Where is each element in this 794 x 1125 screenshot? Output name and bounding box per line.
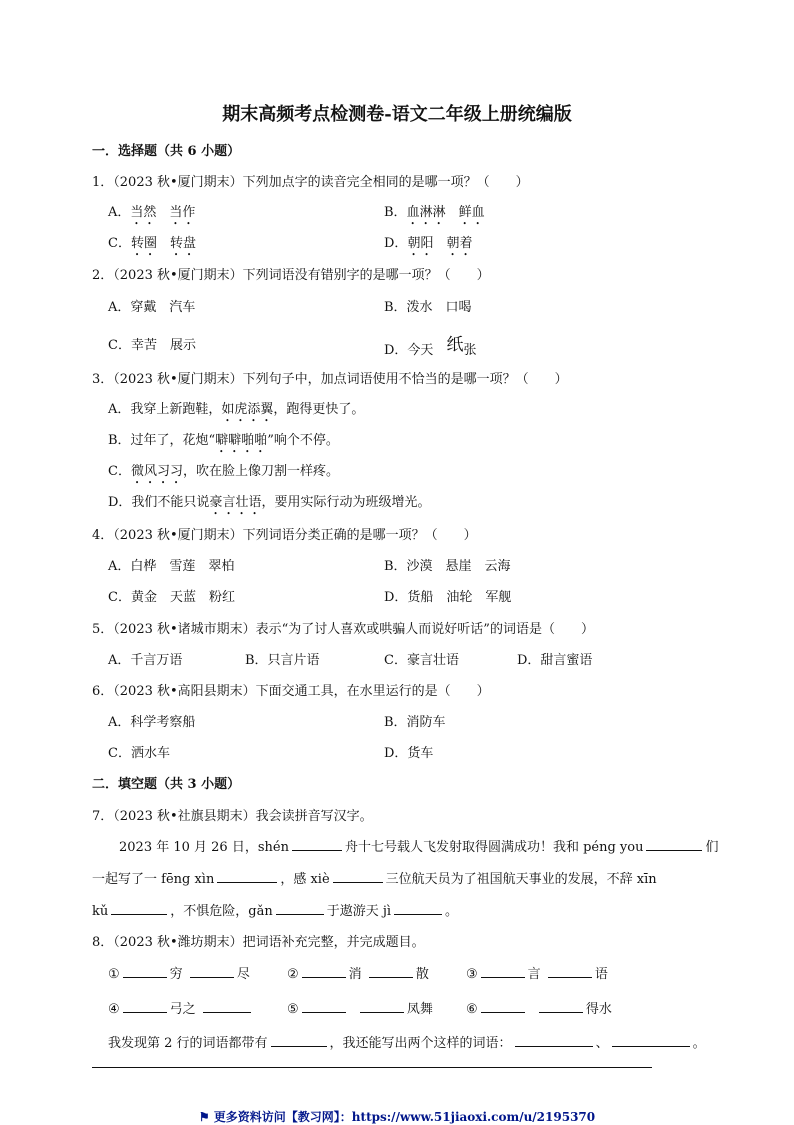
q7-line-3 xyxy=(92,900,458,919)
option-label: D． xyxy=(384,236,408,251)
blank[interactable] xyxy=(539,1000,583,1013)
q8-item-1 xyxy=(108,963,250,982)
text: 尽 xyxy=(236,967,250,982)
text: 语 xyxy=(594,967,608,982)
q5-option-d: D．甜言蜜语 xyxy=(517,653,593,668)
q5-option-a: A．千言万语 xyxy=(108,653,183,668)
dotted-word: 如虎添翼 xyxy=(221,402,274,417)
question-3-stem: 3．（2023 秋•厦门期末）下列句子中，加点词语使用不恰当的是哪一项？（ ） xyxy=(92,372,568,387)
question-4-stem: 4．（2023 秋•厦门期末）下列词语分类正确的是哪一项？（ ） xyxy=(92,528,477,543)
q3-option-c xyxy=(108,460,339,487)
text: 于遨游天 jì xyxy=(326,904,392,919)
item-number: ⑤ xyxy=(287,1002,299,1017)
blank[interactable] xyxy=(646,838,702,851)
option-text-tail: ，吹在脸上像刀割一样疼。 xyxy=(182,464,339,479)
q2-option-b: B．泼水 口喝 xyxy=(384,300,472,315)
blank[interactable] xyxy=(394,902,442,915)
text: 们 xyxy=(705,840,719,855)
text: 。 xyxy=(692,1036,706,1051)
option-text-tail: ”响个不停。 xyxy=(267,433,339,448)
q6-option-a: A．科学考察船 xyxy=(108,715,196,730)
blank[interactable] xyxy=(271,1034,327,1047)
dotted-word: 血淋淋 xyxy=(406,205,446,220)
q3-option-a xyxy=(108,398,364,425)
item-number: ① xyxy=(108,967,120,982)
text: 我发现第 2 行的词语都带有 xyxy=(108,1036,268,1051)
text: ，我还能写出两个这样的词语： xyxy=(329,1036,512,1051)
footer-link-text[interactable]: 更多资料访问【教习网】：https://www.51jiaoxi.com/u/2195370 xyxy=(213,1110,596,1124)
q6-option-c: C．洒水车 xyxy=(108,746,170,761)
q1-option-b xyxy=(384,201,485,228)
option-text: C． xyxy=(108,464,131,479)
q6-option-b: B．消防车 xyxy=(384,715,446,730)
text: ，不惧危险，gǎn xyxy=(170,904,273,919)
q2-option-c: C．幸苦 展示 xyxy=(108,338,196,353)
dotted-word: 当然 xyxy=(130,205,157,220)
option-text-tail: 张 xyxy=(463,343,477,358)
section-heading-fill: 二．填空题（共 3 小题） xyxy=(92,777,241,792)
q8-item-5 xyxy=(287,998,433,1017)
option-label: A． xyxy=(108,205,131,220)
option-text: D．今天 xyxy=(384,343,447,358)
q3-option-b xyxy=(108,429,339,456)
q1-option-a xyxy=(108,201,195,228)
blank[interactable] xyxy=(333,870,383,883)
blank[interactable] xyxy=(548,965,592,978)
q1-option-c xyxy=(108,232,196,259)
text: 得水 xyxy=(585,1002,612,1017)
blank[interactable] xyxy=(123,965,167,978)
question-5-stem: 5．（2023 秋•诸城市期末）表示“为了讨人喜欢或哄骗人而说好听话”的词语是（ ） xyxy=(92,622,594,637)
page-title: 期末高频考点检测卷-语文二年级上册统编版 xyxy=(222,104,572,125)
q8-summary-line xyxy=(108,1032,706,1051)
q1-option-d xyxy=(384,232,472,259)
dotted-word: 豪言壮语 xyxy=(209,495,262,510)
text: 。 xyxy=(445,904,459,919)
dotted-word: 噼噼啪啪 xyxy=(215,433,268,448)
flag-icon: ⚑ xyxy=(198,1110,210,1124)
question-6-stem: 6．（2023 秋•高阳县期末）下面交通工具，在水里运行的是（ ） xyxy=(92,684,490,699)
text: 舟十七号载人飞发射取得圆满成功！我和 péng you xyxy=(344,840,644,855)
blank[interactable] xyxy=(515,1034,593,1047)
question-2-stem: 2．（2023 秋•厦门期末）下列词语没有错别字的是哪一项？（ ） xyxy=(92,268,490,283)
large-character: 纸 xyxy=(446,335,464,355)
question-7-stem: 7．（2023 秋•社旗县期末）我会读拼音写汉字。 xyxy=(92,809,373,824)
q8-item-3 xyxy=(466,963,608,982)
option-label: B． xyxy=(384,205,407,220)
q2-option-d xyxy=(384,334,476,359)
q5-option-b: B．只言片语 xyxy=(245,653,320,668)
text: 凤舞 xyxy=(406,1002,433,1017)
q4-option-a: A．白桦 雪莲 翠柏 xyxy=(108,559,235,574)
question-1-stem: 1．（2023 秋•厦门期末）下列加点字的读音完全相同的是哪一项？（ ） xyxy=(92,175,529,190)
q8-item-2 xyxy=(287,963,429,982)
q8-item-4 xyxy=(108,998,254,1017)
option-text: D．我们不能只说 xyxy=(108,495,210,510)
text: 弓之 xyxy=(169,1002,196,1017)
q7-line-1 xyxy=(119,836,719,855)
option-text-tail: ，要用实际行动为班级增光。 xyxy=(261,495,431,510)
q6-option-d: D．货车 xyxy=(384,746,434,761)
item-number: ⑥ xyxy=(466,1002,478,1017)
blank[interactable] xyxy=(276,902,324,915)
dotted-word: 朝着 xyxy=(446,236,473,251)
dotted-word: 转圈 xyxy=(130,236,157,251)
blank[interactable] xyxy=(369,965,413,978)
text: kǔ xyxy=(92,904,109,919)
blank[interactable] xyxy=(203,1000,251,1013)
dotted-word: 当作 xyxy=(169,205,196,220)
text: 散 xyxy=(415,967,429,982)
text: 消 xyxy=(348,967,362,982)
text: 一起写了一 fēng xìn xyxy=(92,872,215,887)
q7-line-2 xyxy=(92,868,657,887)
blank[interactable] xyxy=(612,1034,690,1047)
q4-option-d: D．货船 油轮 军舰 xyxy=(384,590,512,605)
blank[interactable] xyxy=(217,870,277,883)
section-heading-choice: 一．选择题（共 6 小题） xyxy=(92,144,241,159)
bottom-divider xyxy=(92,1067,652,1068)
item-number: ④ xyxy=(108,1002,120,1017)
text: ，感 xiè xyxy=(280,872,330,887)
option-label: C． xyxy=(108,236,131,251)
blank[interactable] xyxy=(123,1000,167,1013)
footer xyxy=(0,1108,794,1125)
item-number: ③ xyxy=(466,967,478,982)
question-8-stem: 8．（2023 秋•潍坊期末）把词语补充完整，并完成题目。 xyxy=(92,935,425,950)
q2-option-a: A．穿戴 汽车 xyxy=(108,300,196,315)
option-text: A．我穿上新跑鞋， xyxy=(108,402,222,417)
dotted-word: 朝阳 xyxy=(407,236,434,251)
blank[interactable] xyxy=(111,902,167,915)
text: 穷 xyxy=(169,967,183,982)
dotted-word: 转盘 xyxy=(169,236,196,251)
q3-option-d xyxy=(108,491,430,518)
dotted-word: 鲜血 xyxy=(458,205,485,220)
blank[interactable] xyxy=(292,838,342,851)
blank[interactable] xyxy=(190,965,234,978)
text: 、 xyxy=(595,1036,609,1051)
option-text: B．过年了，花炮“ xyxy=(108,433,216,448)
blank[interactable] xyxy=(481,965,525,978)
q5-option-c: C．豪言壮语 xyxy=(384,653,459,668)
option-text-tail: ，跑得更快了。 xyxy=(273,402,365,417)
q4-option-c: C．黄金 天蓝 粉红 xyxy=(108,590,235,605)
text: 言 xyxy=(527,967,541,982)
item-number: ② xyxy=(287,967,299,982)
dotted-word: 微风习习 xyxy=(130,464,183,479)
blank[interactable] xyxy=(302,965,346,978)
blank[interactable] xyxy=(360,1000,404,1013)
blank[interactable] xyxy=(481,1000,525,1013)
q8-item-6 xyxy=(466,998,612,1017)
blank[interactable] xyxy=(302,1000,346,1013)
text: 2023 年 10 月 26 日，shén xyxy=(119,840,289,855)
q4-option-b: B．沙漠 悬崖 云海 xyxy=(384,559,511,574)
text: 三位航天员为了祖国航天事业的发展，不辞 xīn xyxy=(385,872,657,887)
